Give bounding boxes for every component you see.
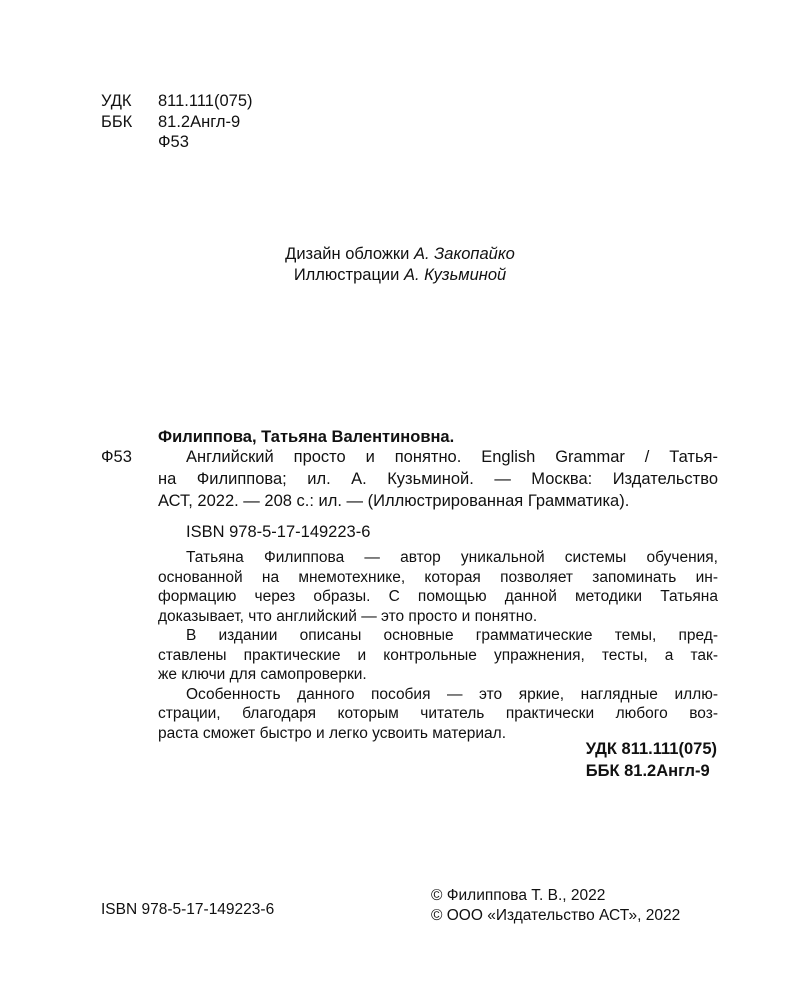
classification-codes-bold bbox=[586, 738, 717, 782]
illus-credit-prefix: Иллюстрации bbox=[293, 266, 400, 284]
author-heading: Филиппова, Татьяна Валентиновна. bbox=[158, 428, 455, 446]
copyright-author: © Филиппова Т. В., 2022 bbox=[431, 887, 606, 904]
annotation-line: Татьяна Филиппова — автор уникальной системы обучения, bbox=[186, 549, 718, 566]
udk-value: 811.111(075) bbox=[158, 92, 253, 110]
cover-credit-name: А. Закопайко bbox=[413, 245, 515, 263]
annotation-line: раста сможет быстро и легко усвоить материал. bbox=[158, 724, 507, 742]
udk-code: УДК 811.111(075) bbox=[585, 740, 717, 758]
author-mark: Ф53 bbox=[158, 133, 189, 151]
bbk-value: 81.2Англ-9 bbox=[158, 113, 241, 131]
illus-credit-name: А. Кузьминой bbox=[403, 266, 507, 284]
bib-line: АСТ, 2022. — 208 с.: ил. — (Иллюстрированная Грамматика). bbox=[158, 492, 630, 510]
footer-isbn: ISBN 978-5-17-149223-6 bbox=[101, 901, 275, 918]
annotation-line: же ключи для самопроверки. bbox=[158, 666, 367, 683]
bib-line: Английский просто и понятно. English Grammar / Татья- bbox=[186, 448, 718, 466]
udk-label: УДК bbox=[101, 92, 132, 110]
udk-row bbox=[101, 90, 253, 112]
bibliographic-code: Ф53 bbox=[101, 448, 132, 466]
bibliographic-record bbox=[158, 446, 718, 512]
annotation-line: доказывает, что английский — это просто и понятно. bbox=[158, 607, 538, 625]
copyright-publisher: © ООО «Издательство АСТ», 2022 bbox=[431, 907, 681, 924]
annotation bbox=[158, 548, 718, 743]
annotation-line: основанной на мнемотехнике, которая позволяет запоминать ин- bbox=[158, 568, 718, 586]
annotation-line: В издании описаны основные грамматические темы, пред- bbox=[186, 627, 718, 644]
illustrations-credit bbox=[0, 264, 800, 286]
bbk-row bbox=[101, 111, 240, 133]
author-mark-row bbox=[101, 131, 189, 153]
cover-credit-prefix: Дизайн обложки bbox=[285, 245, 410, 263]
bbk-code: ББК 81.2Англ-9 bbox=[585, 762, 710, 780]
copyright-notices bbox=[431, 886, 680, 926]
bib-line: на Филиппова; ил. А. Кузьминой. — Москва: Издательство bbox=[158, 470, 718, 488]
cover-design-credit bbox=[0, 243, 800, 265]
annotation-line: ставлены практические и контрольные упражнения, тесты, а так- bbox=[158, 646, 718, 664]
bbk-label: ББК bbox=[101, 113, 133, 131]
annotation-line: формацию через образы. С помощью данной методики Татьяна bbox=[158, 588, 718, 605]
annotation-line: Особенность данного пособия — это яркие, наглядные иллю- bbox=[186, 685, 718, 703]
bibliographic-isbn: ISBN 978-5-17-149223-6 bbox=[186, 523, 371, 541]
annotation-line: страции, благодаря которым читатель практически любого воз- bbox=[158, 705, 718, 722]
